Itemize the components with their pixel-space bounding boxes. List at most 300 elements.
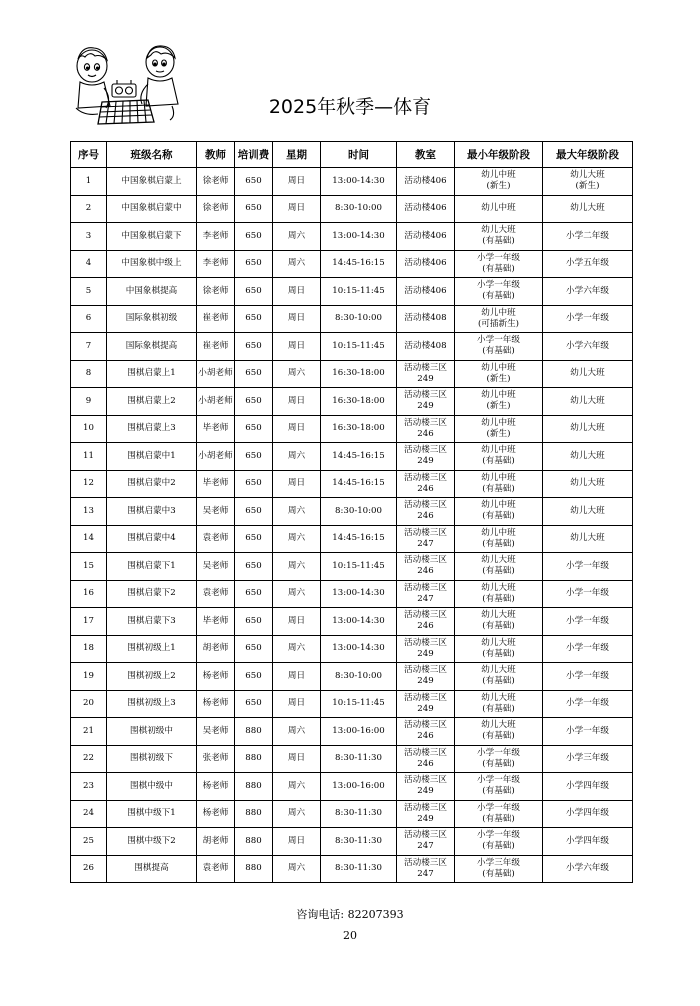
cell-class-name: 围棋启蒙下2 [107, 580, 197, 608]
cell-min-grade-line: 幼儿中班 [481, 527, 516, 538]
cell-teacher: 崔老师 [197, 305, 235, 333]
cell-teacher: 杨老师 [197, 800, 235, 828]
cell-teacher: 吴老师 [197, 553, 235, 581]
table-row [71, 800, 633, 828]
cell-max-grade [543, 498, 633, 526]
cell-max-grade-line: 小学五年级 [566, 258, 609, 269]
cell-time: 13:00-14:30 [321, 168, 397, 196]
cell-min-grade-line: (有基础) [482, 676, 515, 687]
cell-teacher: 袁老师 [197, 855, 235, 883]
cell-max-grade-line: 小学六年级 [566, 340, 609, 351]
cell-classroom-line: 活动楼三区 [404, 610, 447, 621]
cell-min-grade-line: 幼儿大班 [481, 692, 516, 703]
cell-max-grade [543, 168, 633, 196]
cell-class-name: 围棋中级下2 [107, 828, 197, 856]
cell-min-grade-line: (有基础) [482, 263, 515, 274]
cell-classroom [397, 663, 455, 691]
cell-class-name: 围棋启蒙中1 [107, 443, 197, 471]
cell-classroom-line: 活动楼406 [404, 258, 447, 269]
cell-min-grade [455, 663, 543, 691]
cell-classroom-line: 活动楼406 [404, 203, 447, 214]
cell-class-name: 围棋启蒙上1 [107, 360, 197, 388]
cell-min-grade-line: 小学一年级 [477, 830, 520, 841]
cell-index: 24 [71, 800, 107, 828]
table-row [71, 773, 633, 801]
table-row [71, 855, 633, 883]
cell-min-grade [455, 553, 543, 581]
cell-class-name: 国际象棋提高 [107, 333, 197, 361]
cell-weekday: 周六 [273, 718, 321, 746]
cell-min-grade-line: 小学一年级 [477, 775, 520, 786]
cell-fee: 650 [235, 278, 273, 306]
cell-min-grade-line: (有基础) [482, 786, 515, 797]
cell-time: 8:30-10:00 [321, 663, 397, 691]
cell-fee: 880 [235, 718, 273, 746]
cell-index: 10 [71, 415, 107, 443]
cell-index: 11 [71, 443, 107, 471]
cell-classroom [397, 773, 455, 801]
cell-max-grade [543, 525, 633, 553]
table-row [71, 690, 633, 718]
cell-min-grade-line: 小学一年级 [477, 280, 520, 291]
cell-max-grade [543, 580, 633, 608]
table-row [71, 745, 633, 773]
cell-index: 7 [71, 333, 107, 361]
cell-classroom [397, 250, 455, 278]
col-header-time: 时间 [321, 142, 397, 168]
cell-class-name: 围棋初级上3 [107, 690, 197, 718]
cell-max-grade [543, 855, 633, 883]
cell-classroom-line: 249 [417, 676, 434, 687]
cell-classroom-line: 活动楼三区 [404, 527, 447, 538]
cell-classroom-line: 活动楼三区 [404, 830, 447, 841]
table-row [71, 333, 633, 361]
cell-min-grade-line: (有基础) [482, 456, 515, 467]
table-row [71, 168, 633, 196]
cell-fee: 880 [235, 828, 273, 856]
cell-max-grade [543, 800, 633, 828]
cell-teacher: 小胡老师 [197, 360, 235, 388]
cell-class-name: 国际象棋初级 [107, 305, 197, 333]
cell-fee: 650 [235, 360, 273, 388]
cell-teacher: 吴老师 [197, 718, 235, 746]
cell-classroom-line: 活动楼三区 [404, 390, 447, 401]
cell-max-grade-line: 小学一年级 [566, 670, 609, 681]
cell-weekday: 周日 [273, 470, 321, 498]
cell-classroom [397, 580, 455, 608]
cell-max-grade [543, 470, 633, 498]
cell-max-grade-line: 幼儿大班 [570, 395, 605, 406]
cell-class-name: 中国象棋提高 [107, 278, 197, 306]
cell-teacher: 杨老师 [197, 773, 235, 801]
cell-min-grade-line: 幼儿大班 [481, 555, 516, 566]
table-row [71, 415, 633, 443]
cell-index: 21 [71, 718, 107, 746]
cell-classroom [397, 415, 455, 443]
cell-classroom [397, 278, 455, 306]
cell-max-grade [543, 635, 633, 663]
cell-min-grade-line: 小学一年级 [477, 802, 520, 813]
cell-fee: 880 [235, 855, 273, 883]
cell-weekday: 周六 [273, 250, 321, 278]
cell-max-grade-line: 小学一年级 [566, 643, 609, 654]
cell-teacher: 李老师 [197, 250, 235, 278]
cell-index: 22 [71, 745, 107, 773]
cell-classroom-line: 247 [417, 868, 434, 879]
cell-classroom-line: 活动楼三区 [404, 637, 447, 648]
cell-min-grade [455, 580, 543, 608]
cell-classroom [397, 360, 455, 388]
cell-min-grade-line: (有基础) [482, 731, 515, 742]
cell-min-grade-line: (有基础) [482, 593, 515, 604]
cell-classroom-line: 249 [417, 703, 434, 714]
col-header-weekday: 星期 [273, 142, 321, 168]
cell-time: 14:45-16:15 [321, 470, 397, 498]
cell-max-grade-line: 小学一年级 [566, 588, 609, 599]
cell-min-grade-line: (新生) [486, 181, 511, 192]
cell-weekday: 周六 [273, 800, 321, 828]
cell-time: 14:45-16:15 [321, 250, 397, 278]
cell-max-grade-line: 小学四年级 [566, 808, 609, 819]
cell-fee: 650 [235, 168, 273, 196]
cell-min-grade-line: 幼儿大班 [481, 637, 516, 648]
cell-min-grade [455, 800, 543, 828]
cell-min-grade-line: (有基础) [482, 868, 515, 879]
cell-classroom-line: 246 [417, 428, 434, 439]
cell-teacher: 小胡老师 [197, 388, 235, 416]
cell-teacher: 毕老师 [197, 415, 235, 443]
table-header-row [71, 142, 633, 168]
cell-weekday: 周日 [273, 278, 321, 306]
cell-class-name: 中国象棋中级上 [107, 250, 197, 278]
cell-min-grade-line: 幼儿中班 [481, 203, 516, 214]
cell-classroom-line: 247 [417, 593, 434, 604]
cell-fee: 880 [235, 745, 273, 773]
cell-max-grade-line: 幼儿大班 [570, 203, 605, 214]
cell-classroom-line: 249 [417, 813, 434, 824]
cell-class-name: 围棋初级上1 [107, 635, 197, 663]
cell-classroom-line: 活动楼三区 [404, 720, 447, 731]
cell-time: 8:30-11:30 [321, 745, 397, 773]
cell-min-grade-line: 幼儿中班 [481, 362, 516, 373]
cell-fee: 880 [235, 773, 273, 801]
cell-index: 4 [71, 250, 107, 278]
cell-classroom-line: 活动楼三区 [404, 417, 447, 428]
cell-min-grade [455, 415, 543, 443]
cell-teacher: 徐老师 [197, 195, 235, 223]
cell-max-grade [543, 828, 633, 856]
cell-fee: 650 [235, 498, 273, 526]
cell-weekday: 周六 [273, 635, 321, 663]
cell-min-grade-line: (有基础) [482, 758, 515, 769]
cell-min-grade [455, 718, 543, 746]
cell-index: 12 [71, 470, 107, 498]
cell-weekday: 周日 [273, 415, 321, 443]
cell-weekday: 周六 [273, 443, 321, 471]
cell-weekday: 周六 [273, 360, 321, 388]
cell-max-grade-line: 小学三年级 [566, 753, 609, 764]
cell-classroom-line: 247 [417, 841, 434, 852]
cell-weekday: 周日 [273, 608, 321, 636]
cell-teacher: 徐老师 [197, 278, 235, 306]
cell-classroom [397, 745, 455, 773]
cell-fee: 650 [235, 388, 273, 416]
cell-max-grade [543, 223, 633, 251]
cell-min-grade [455, 525, 543, 553]
col-header-fee: 培训费 [235, 142, 273, 168]
cell-fee: 650 [235, 690, 273, 718]
cell-teacher: 毕老师 [197, 608, 235, 636]
cell-index: 17 [71, 608, 107, 636]
cell-class-name: 围棋启蒙上2 [107, 388, 197, 416]
cell-teacher: 杨老师 [197, 663, 235, 691]
cell-max-grade [543, 250, 633, 278]
cell-min-grade [455, 470, 543, 498]
cell-fee: 650 [235, 525, 273, 553]
cell-time: 16:30-18:00 [321, 415, 397, 443]
cell-fee: 650 [235, 250, 273, 278]
cell-time: 8:30-11:30 [321, 828, 397, 856]
cell-classroom [397, 168, 455, 196]
cell-min-grade-line: 幼儿中班 [481, 500, 516, 511]
cell-classroom-line: 249 [417, 456, 434, 467]
cell-max-grade [543, 195, 633, 223]
cell-weekday: 周日 [273, 828, 321, 856]
cell-min-grade [455, 223, 543, 251]
cell-weekday: 周六 [273, 580, 321, 608]
cell-time: 8:30-10:00 [321, 498, 397, 526]
cell-max-grade-line: 小学四年级 [566, 780, 609, 791]
cell-class-name: 围棋提高 [107, 855, 197, 883]
cell-classroom-line: 活动楼三区 [404, 857, 447, 868]
cell-fee: 650 [235, 608, 273, 636]
cell-weekday: 周六 [273, 498, 321, 526]
cell-weekday: 周六 [273, 525, 321, 553]
cell-max-grade [543, 305, 633, 333]
cell-min-grade-line: 小学三年级 [477, 857, 520, 868]
cell-time: 10:15-11:45 [321, 278, 397, 306]
cell-classroom [397, 553, 455, 581]
cell-time: 13:00-14:30 [321, 635, 397, 663]
cell-min-grade [455, 250, 543, 278]
cell-classroom-line: 活动楼三区 [404, 500, 447, 511]
cell-classroom-line: 活动楼406 [404, 285, 447, 296]
cell-time: 13:00-14:30 [321, 223, 397, 251]
cell-classroom-line: 249 [417, 648, 434, 659]
cell-index: 13 [71, 498, 107, 526]
cell-time: 14:45-16:15 [321, 443, 397, 471]
cell-teacher: 袁老师 [197, 580, 235, 608]
cell-teacher: 小胡老师 [197, 443, 235, 471]
cell-time: 13:00-16:00 [321, 773, 397, 801]
cell-min-grade [455, 690, 543, 718]
cell-class-name: 围棋中级中 [107, 773, 197, 801]
cell-index: 20 [71, 690, 107, 718]
cell-max-grade-line: 小学一年级 [566, 698, 609, 709]
table-row [71, 278, 633, 306]
cell-min-grade-line: 幼儿中班 [481, 390, 516, 401]
cell-time: 16:30-18:00 [321, 388, 397, 416]
cell-index: 2 [71, 195, 107, 223]
cell-min-grade-line: 幼儿中班 [481, 170, 516, 181]
table-body [71, 168, 633, 883]
table-row [71, 195, 633, 223]
table-row [71, 718, 633, 746]
col-header-max-grade: 最大年级阶段 [543, 142, 633, 168]
cell-min-grade-line: (有基础) [482, 346, 515, 357]
cell-min-grade-line: (有基础) [482, 538, 515, 549]
cell-teacher: 杨老师 [197, 690, 235, 718]
cell-classroom [397, 223, 455, 251]
cell-weekday: 周日 [273, 663, 321, 691]
cell-max-grade-line: 幼儿大班 [570, 478, 605, 489]
cell-min-grade-line: (新生) [486, 373, 511, 384]
cell-max-grade-line: (新生) [575, 181, 600, 192]
cell-classroom [397, 525, 455, 553]
cell-classroom-line: 246 [417, 511, 434, 522]
table-row [71, 250, 633, 278]
cell-teacher: 李老师 [197, 223, 235, 251]
cell-fee: 650 [235, 305, 273, 333]
cell-class-name: 围棋启蒙中3 [107, 498, 197, 526]
cell-min-grade-line: 幼儿大班 [481, 225, 516, 236]
cell-min-grade [455, 608, 543, 636]
cell-classroom-line: 活动楼三区 [404, 802, 447, 813]
cell-classroom [397, 855, 455, 883]
cell-index: 18 [71, 635, 107, 663]
cell-min-grade-line: 幼儿中班 [481, 472, 516, 483]
cell-min-grade [455, 443, 543, 471]
cell-teacher: 张老师 [197, 745, 235, 773]
cell-max-grade [543, 333, 633, 361]
table-row [71, 305, 633, 333]
cell-max-grade-line: 小学一年级 [566, 725, 609, 736]
cell-classroom-line: 249 [417, 786, 434, 797]
cell-fee: 650 [235, 195, 273, 223]
cell-time: 8:30-11:30 [321, 800, 397, 828]
cell-max-grade [543, 415, 633, 443]
cell-classroom [397, 195, 455, 223]
cell-weekday: 周日 [273, 195, 321, 223]
cell-classroom-line: 活动楼三区 [404, 747, 447, 758]
cell-classroom-line: 246 [417, 731, 434, 742]
cell-min-grade [455, 305, 543, 333]
cell-min-grade-line: (新生) [486, 428, 511, 439]
cell-teacher: 胡老师 [197, 635, 235, 663]
cell-min-grade-line: 小学一年级 [477, 335, 520, 346]
cell-min-grade [455, 278, 543, 306]
cell-classroom-line: 246 [417, 566, 434, 577]
cell-classroom [397, 305, 455, 333]
cell-fee: 650 [235, 553, 273, 581]
cell-time: 10:15-11:45 [321, 553, 397, 581]
cell-min-grade-line: (有基础) [482, 841, 515, 852]
cell-classroom [397, 498, 455, 526]
cell-min-grade [455, 855, 543, 883]
col-header-index: 序号 [71, 142, 107, 168]
cell-index: 14 [71, 525, 107, 553]
cell-classroom-line: 249 [417, 401, 434, 412]
table-row [71, 663, 633, 691]
cell-classroom-line: 活动楼406 [404, 175, 447, 186]
cell-classroom-line: 活动楼三区 [404, 775, 447, 786]
cell-min-grade-line: (有基础) [482, 236, 515, 247]
cell-classroom-line: 活动楼三区 [404, 445, 447, 456]
cell-min-grade [455, 333, 543, 361]
cell-min-grade [455, 388, 543, 416]
cell-min-grade-line: (有基础) [482, 621, 515, 632]
cell-class-name: 中国象棋启蒙上 [107, 168, 197, 196]
cell-index: 1 [71, 168, 107, 196]
table-row [71, 828, 633, 856]
col-header-teacher: 教师 [197, 142, 235, 168]
table-row [71, 635, 633, 663]
cell-min-grade-line: 幼儿大班 [481, 665, 516, 676]
cell-classroom-line: 活动楼408 [404, 340, 447, 351]
cell-teacher: 徐老师 [197, 168, 235, 196]
cell-max-grade-line: 小学一年级 [566, 615, 609, 626]
cell-max-grade [543, 278, 633, 306]
cell-min-grade-line: 幼儿中班 [481, 307, 516, 318]
cell-classroom-line: 活动楼408 [404, 313, 447, 324]
table-row [71, 388, 633, 416]
cell-min-grade [455, 745, 543, 773]
cell-min-grade [455, 773, 543, 801]
cell-classroom [397, 635, 455, 663]
cell-time: 8:30-10:00 [321, 195, 397, 223]
cell-class-name: 中国象棋启蒙下 [107, 223, 197, 251]
cell-fee: 650 [235, 635, 273, 663]
cell-time: 13:00-14:30 [321, 580, 397, 608]
cell-index: 19 [71, 663, 107, 691]
cell-min-grade [455, 168, 543, 196]
cell-max-grade [543, 773, 633, 801]
cell-weekday: 周日 [273, 690, 321, 718]
cell-max-grade-line: 幼儿大班 [570, 505, 605, 516]
cell-classroom-line: 247 [417, 538, 434, 549]
table-row [71, 443, 633, 471]
cell-max-grade-line: 小学六年级 [566, 863, 609, 874]
cell-classroom [397, 443, 455, 471]
cell-max-grade-line: 小学一年级 [566, 313, 609, 324]
cell-index: 3 [71, 223, 107, 251]
cell-classroom-line: 246 [417, 483, 434, 494]
cell-teacher: 胡老师 [197, 828, 235, 856]
cell-min-grade-line: (有基础) [482, 648, 515, 659]
cell-max-grade-line: 幼儿大班 [570, 423, 605, 434]
table-row [71, 608, 633, 636]
cell-max-grade [543, 663, 633, 691]
cell-min-grade-line: 幼儿大班 [481, 582, 516, 593]
cell-classroom [397, 470, 455, 498]
cell-index: 23 [71, 773, 107, 801]
cell-class-name: 中国象棋启蒙中 [107, 195, 197, 223]
cell-min-grade-line: (有基础) [482, 813, 515, 824]
cell-class-name: 围棋中级下1 [107, 800, 197, 828]
col-header-class-name: 班级名称 [107, 142, 197, 168]
cell-class-name: 围棋初级下 [107, 745, 197, 773]
table-row [71, 360, 633, 388]
cell-min-grade-line: 小学一年级 [477, 747, 520, 758]
cell-min-grade-line: 幼儿中班 [481, 417, 516, 428]
table-row [71, 223, 633, 251]
cell-time: 13:00-14:30 [321, 608, 397, 636]
consult-phone: 咨询电话: 82207393 [296, 908, 404, 921]
table-row [71, 498, 633, 526]
cell-weekday: 周六 [273, 223, 321, 251]
cell-classroom [397, 828, 455, 856]
cell-classroom-line: 活动楼三区 [404, 692, 447, 703]
